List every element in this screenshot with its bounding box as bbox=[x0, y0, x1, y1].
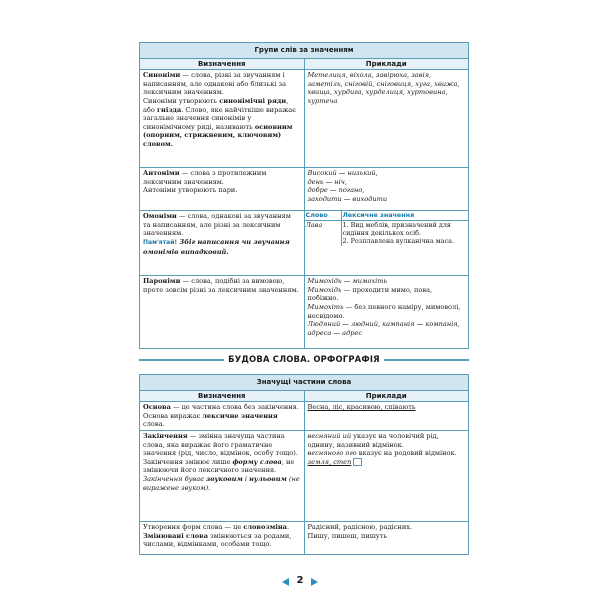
homonyms-inner-table: Слово Лексичне значення Лава 1. Вид меблів, призначений для сидіння декількох осіб. 2. Розплавлена вулканічна маса. bbox=[305, 211, 469, 246]
stem-examples: Весна, ліс, красивою, співають bbox=[304, 402, 469, 431]
paronyms-term: Пароніми bbox=[143, 277, 181, 286]
homonyms-term: Омоніми bbox=[143, 212, 177, 221]
homonym-word: Лава bbox=[305, 220, 323, 229]
section-header bbox=[139, 353, 469, 367]
word-forms-examples: Радісний, радісною, радісних. Пишу, пишеш, пишуть bbox=[304, 521, 469, 554]
col-header-definition: Визначення bbox=[140, 58, 305, 70]
antonyms-term: Антоніми bbox=[143, 169, 180, 178]
stem-row: Основа — це частина слова без закінчення. Основа виражає лексичне значення слова. Весна, ліс, красивою, співають bbox=[140, 402, 469, 431]
section-title: БУДОВА СЛОВА. ОРФОГРАФІЯ bbox=[224, 354, 384, 364]
antonyms-row: Антоніми — слова з протилежним лексичним значенням. Антоніми утворюють пари. Високий — низький, день — ніч, добре — погано, заходити — виходити bbox=[140, 168, 469, 211]
col-header-examples: Приклади bbox=[304, 390, 469, 402]
synonyms-row: Синоніми — слова, різні за звучанням і написанням, але однакові або близькі за лексичним значенням. Синоніми утворюють синонімічні ряди, або гнізда. Слово, яке найчіткіше виражає загальне значення синонімів у синонімічному ряді, називають основним (опорним, стрижневим, ключовим) словом. Метелиця, віхола, завірюха, завія, заметіль, сніговій, сніговиця, хуга, хвижа, хвища, хурдига, хурделиця, хуртовина, хуртеча bbox=[140, 70, 469, 168]
ending-term: Закінчення bbox=[143, 431, 188, 440]
next-arrow-icon bbox=[311, 578, 318, 586]
parts-table-caption: Значущі частини слова bbox=[140, 375, 469, 391]
antonyms-examples: Високий — низький, день — ніч, добре — погано, заходити — виходити bbox=[304, 168, 469, 211]
page-pager bbox=[280, 575, 320, 589]
stem-term: Основа bbox=[143, 403, 171, 412]
ending-examples: весняний ий указує на чоловічий рід, однину, називний відмінок. весняного ого вказує на родовий відмінок. земля, степ bbox=[304, 430, 469, 521]
paronyms-row: Пароніми — слова, подібні за вимовою, проте зовсім різні за лексичним значенням. Мимохідь — мимохіть Мимохідь — проходити мимо, пова, побіжно. Мимохіть — без певного наміру, мимоволі, несвідомо. Людяний — людний, кампанія — компанія, адреса — адрес bbox=[140, 276, 469, 349]
word-forms-row: Утворення форм слова — це словозміна. Змінювані слова змінюються за родами, числами, відмінками, особами тощо. Радісний, радісною, радісних. Пишу, пишеш, пишуть bbox=[140, 521, 469, 554]
memo-tag: Пам'ятай! bbox=[143, 238, 178, 246]
paronyms-examples: Мимохідь — мимохіть Мимохідь — проходити мимо, пова, побіжно. Мимохіть — без певного наміру, мимоволі, несвідомо. Людяний — людний, кампанія — компанія, адреса — адрес bbox=[304, 276, 469, 349]
groups-table-caption: Групи слів за значенням bbox=[140, 43, 469, 59]
col-header-examples: Приклади bbox=[304, 58, 469, 70]
synonyms-term: Синоніми bbox=[143, 71, 181, 80]
page-number: 2 bbox=[296, 575, 304, 586]
homonyms-row: Омоніми — слова, однакові за звучанням та написанням, але різні за лексичним значенням. Пам'ятай! Збіг написання чи звучання омонімів випадковий. Слово Лексичне значення Лава 1. Вид меблів, призначений для сидіння декількох осіб. 2. Розплавлена вулканічна маса. bbox=[140, 211, 469, 276]
ending-row: Закінчення — змінна значуща частина слова, яка виражає його граматичне значення (рід, число, відмінок, особу тощо). Закінчення змінює лише форму слова, не змінюючи його лексичного значення. Закінчення буває звуковим і нульовим (не виражене звуком). весняний ий указує на чоловічий рід, однину, називний відмінок. весняного ого вказує на родовий відмінок. земля, степ bbox=[140, 430, 469, 521]
synonyms-examples: Метелиця, віхола, завірюха, завія, заметіль, сніговій, сніговиця, хуга, хвижа, хвища, хурдига, хурделиця, хуртовина, хуртеча bbox=[304, 70, 469, 168]
parts-table bbox=[139, 374, 469, 555]
zero-ending-box bbox=[353, 458, 362, 466]
groups-table bbox=[139, 42, 469, 349]
col-header-definition: Визначення bbox=[140, 390, 305, 402]
